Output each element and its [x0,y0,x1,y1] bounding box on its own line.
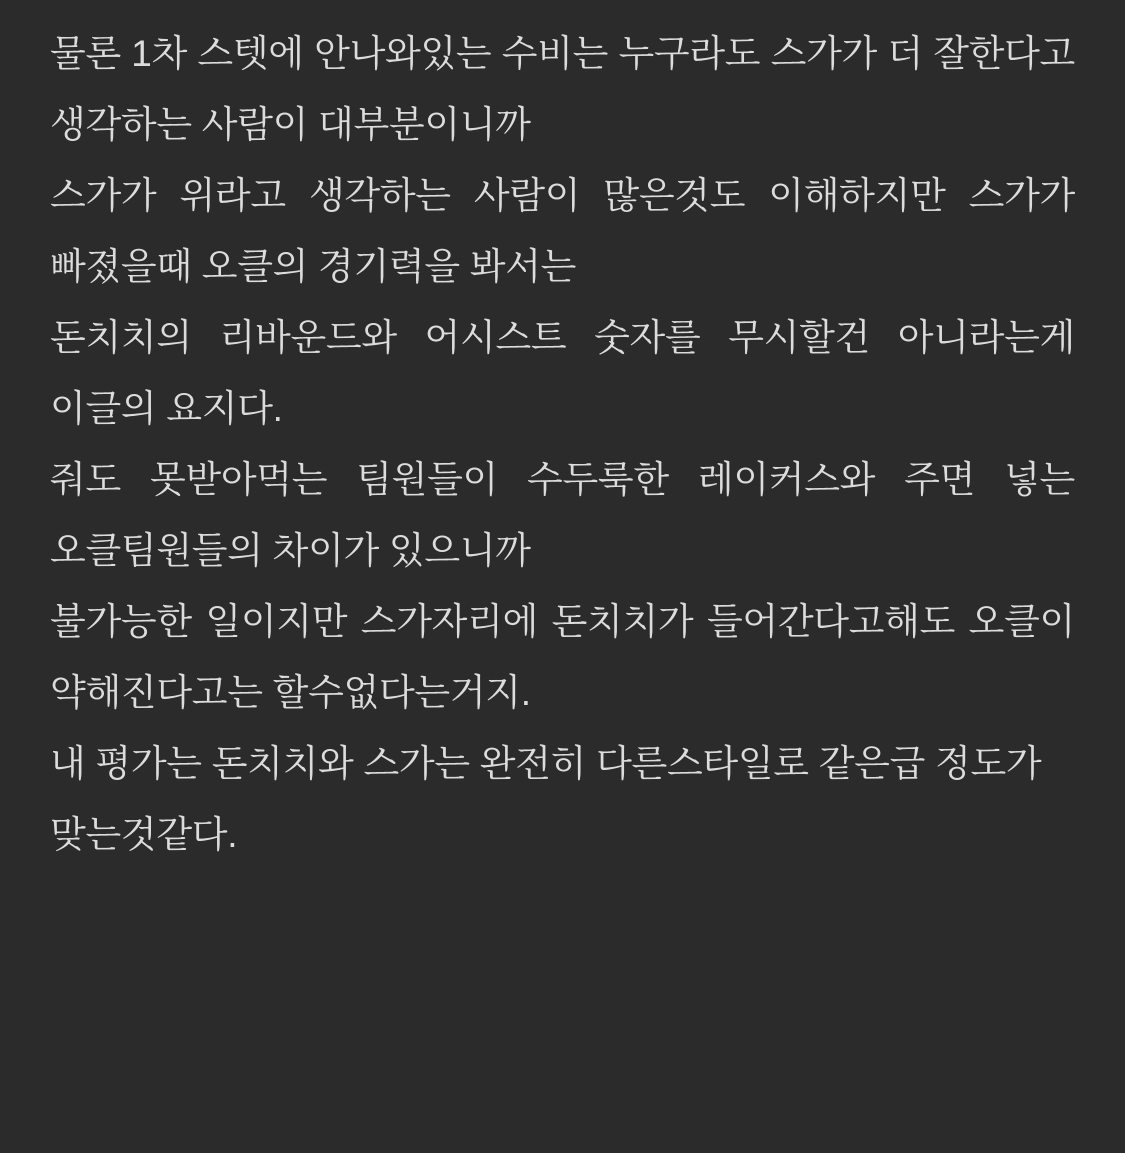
paragraph: 스가가 위라고 생각하는 사람이 많은것도 이해하지만 스가가 빠졌을때 오클의 경기력을 봐서는 [50,175,1075,288]
paragraph: 불가능한 일이지만 스가자리에 돈치치가 들어간다고해도 오클이 약해진다고는 할수없다는거지. [50,601,1075,714]
paragraph: 돈치치의 리바운드와 어시스트 숫자를 무시할건 아니라는게 이글의 요지다. [50,317,1075,430]
post-body [50,18,1075,870]
paragraph: 줘도 못받아먹는 팀원들이 수두룩한 레이커스와 주면 넣는 오클팀원들의 차이가 있으니까 [50,459,1075,572]
paragraph: 내 평가는 돈치치와 스가는 완전히 다른스타일로 같은급 정도가 맞는것같다. [50,743,1042,856]
paragraph: 물론 1차 스텟에 안나와있는 수비는 누구라도 스가가 더 잘한다고 생각하는 사람이 대부분이니까 [50,33,1075,146]
